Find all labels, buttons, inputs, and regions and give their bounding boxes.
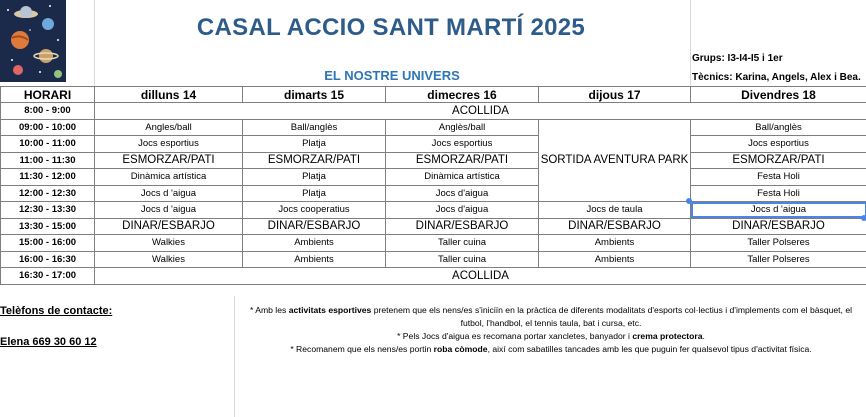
page-title: CASAL ACCIO SANT MARTÍ 2025 [196, 14, 586, 41]
table-row [1, 136, 866, 153]
activity-cell[interactable]: Taller Polseres [691, 235, 866, 252]
selected-cell[interactable]: Jocs d 'aigua [691, 202, 866, 219]
contact-label: Telèfons de contacte: [0, 305, 113, 317]
schedule-table [0, 86, 866, 285]
col-header-dimarts[interactable]: dimarts 15 [243, 87, 386, 103]
activity-cell[interactable]: ESMORZAR/PATI [243, 152, 386, 169]
acollida-cell[interactable]: ACOLLIDA [95, 268, 866, 285]
activity-cell[interactable]: Ball/anglès [243, 119, 386, 136]
activity-cell[interactable]: Jocs d'aigua [386, 202, 539, 219]
space-planets-logo [0, 0, 66, 82]
time-cell[interactable]: 8:00 - 9:00 [1, 103, 95, 120]
activity-cell[interactable]: Jocs d 'aigua [95, 202, 243, 219]
header-row [1, 87, 866, 103]
activity-cell[interactable]: DINAR/ESBARJO [691, 218, 866, 235]
activity-cell[interactable]: Jocs d 'aigua [95, 185, 243, 202]
table-row [1, 119, 866, 136]
activity-cell[interactable]: ESMORZAR/PATI [386, 152, 539, 169]
activity-cell[interactable]: Ambients [243, 251, 386, 268]
activity-cell[interactable]: Dinàmica artística [95, 169, 243, 186]
time-cell[interactable]: 09:00 - 10:00 [1, 119, 95, 136]
space-planets-icon [0, 0, 66, 82]
contact-phone: Elena 669 30 60 12 [0, 336, 97, 348]
time-cell[interactable]: 16:00 - 16:30 [1, 251, 95, 268]
col-header-divendres[interactable]: Divendres 18 [691, 87, 866, 103]
activity-cell[interactable]: Festa Holi [691, 185, 866, 202]
activity-cell[interactable]: ESMORZAR/PATI [95, 152, 243, 169]
time-cell[interactable]: 12:00 - 12:30 [1, 185, 95, 202]
col-header-dilluns[interactable]: dilluns 14 [95, 87, 243, 103]
activity-cell[interactable]: Jocs esportius [95, 136, 243, 153]
activity-cell[interactable]: Jocs d'aigua [386, 185, 539, 202]
activity-cell[interactable]: Jocs esportius [691, 136, 866, 153]
grid-line [690, 0, 691, 86]
activity-cell[interactable]: Jocs de taula [539, 202, 691, 219]
activity-cell[interactable]: Taller Polseres [691, 251, 866, 268]
time-cell[interactable]: 16:30 - 17:00 [1, 268, 95, 285]
activity-cell[interactable]: Walkies [95, 235, 243, 252]
page-subtitle: EL NOSTRE UNIVERS [324, 68, 460, 83]
activity-cell[interactable]: ESMORZAR/PATI [691, 152, 866, 169]
table-row [1, 268, 866, 285]
selection-handle[interactable] [861, 215, 866, 221]
activity-cell[interactable]: Dinàmica artística [386, 169, 539, 186]
table-row [1, 202, 866, 219]
activity-cell[interactable]: Anglès/ball [386, 119, 539, 136]
time-cell[interactable]: 12:30 - 13:30 [1, 202, 95, 219]
activity-cell[interactable]: Angles/ball [95, 119, 243, 136]
table-row [1, 152, 866, 169]
activity-cell[interactable]: Ambients [539, 235, 691, 252]
grid-line [234, 296, 235, 417]
activity-cell[interactable]: Ambients [243, 235, 386, 252]
note-clothing: * Recomanem que els nens/es portin roba còmode, així com sabatilles tancades amb les que puguin fer qualsevol tipus d'activitat física. [290, 344, 812, 354]
activity-cell[interactable]: Ball/anglès [691, 119, 866, 136]
activity-cell[interactable]: Platja [243, 136, 386, 153]
activity-cell[interactable]: Platja [243, 185, 386, 202]
table-row [1, 185, 866, 202]
table-row [1, 103, 866, 120]
col-header-dijous[interactable]: dijous 17 [539, 87, 691, 103]
col-header-dimecres[interactable]: dimecres 16 [386, 87, 539, 103]
activity-cell[interactable]: Taller cuina [386, 235, 539, 252]
note-sports: * Amb les activitats esportives pretenem que els nens/es s'iniciïn en la pràctica de diferents modalitats d'esports col·lectius i d'implements com el bàsquet, el futbol, l'handbol, el tennis taula, bat i cursa, etc. [249, 305, 853, 328]
activity-cell[interactable]: DINAR/ESBARJO [539, 218, 691, 235]
table-row [1, 235, 866, 252]
time-cell[interactable]: 13:30 - 15:00 [1, 218, 95, 235]
time-cell[interactable]: 15:00 - 16:00 [1, 235, 95, 252]
selection-handle[interactable] [686, 198, 692, 204]
table-row [1, 218, 866, 235]
col-header-horari[interactable]: HORARI [1, 87, 95, 103]
groups-info: Grups: I3-I4-I5 i 1er [692, 53, 783, 64]
activity-cell[interactable]: Jocs esportius [386, 136, 539, 153]
activity-cell[interactable]: Walkies [95, 251, 243, 268]
acollida-cell[interactable]: ACOLLIDA [95, 103, 866, 120]
activity-cell[interactable]: DINAR/ESBARJO [243, 218, 386, 235]
activity-cell[interactable]: Jocs cooperatius [243, 202, 386, 219]
note-water-games: * Pels Jocs d'aigua es recomana portar xancletes, banyador i crema protectora. [397, 331, 705, 341]
activity-cell[interactable]: DINAR/ESBARJO [95, 218, 243, 235]
activity-cell[interactable]: DINAR/ESBARJO [386, 218, 539, 235]
time-cell[interactable]: 11:30 - 12:00 [1, 169, 95, 186]
table-row [1, 251, 866, 268]
activity-cell[interactable]: Taller cuina [386, 251, 539, 268]
time-cell[interactable]: 10:00 - 11:00 [1, 136, 95, 153]
activity-cell[interactable]: Platja [243, 169, 386, 186]
time-cell[interactable]: 11:00 - 11:30 [1, 152, 95, 169]
tecnics-info: Tècnics: Karina, Angels, Alex i Bea. [692, 72, 861, 83]
table-row [1, 169, 866, 186]
sortida-cell[interactable]: SORTIDA AVENTURA PARK [539, 119, 691, 202]
notes-block [238, 304, 864, 356]
activity-cell[interactable]: Ambients [539, 251, 691, 268]
activity-cell[interactable]: Festa Holi [691, 169, 866, 186]
